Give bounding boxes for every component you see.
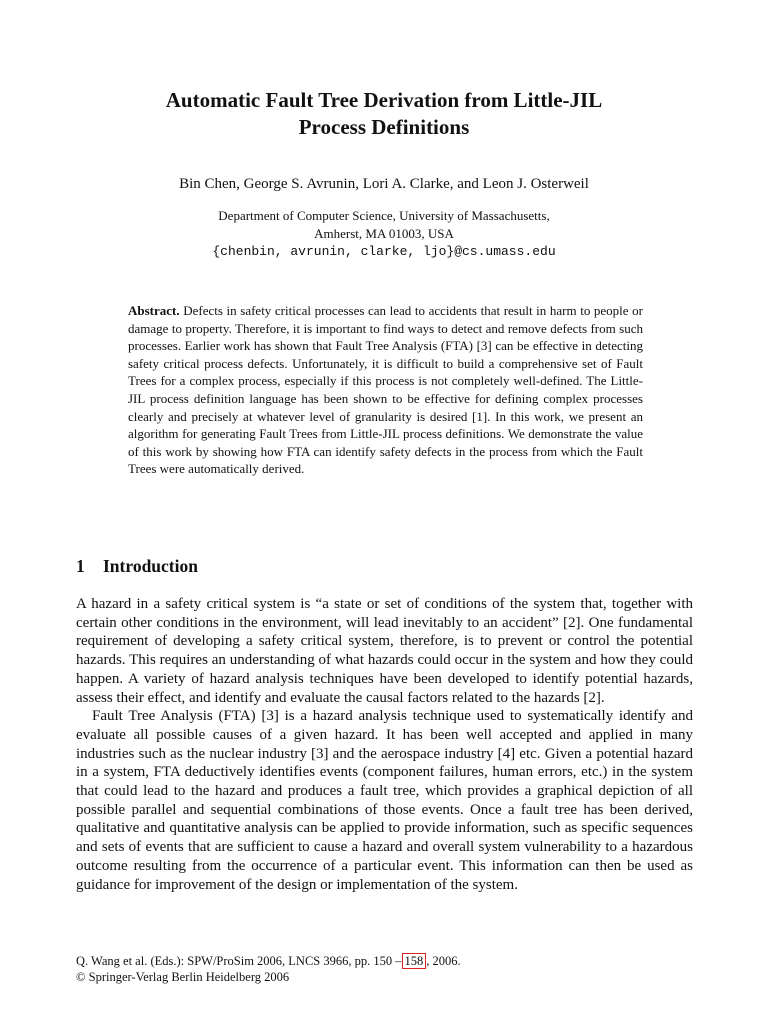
page-range-end-link[interactable]: 158	[402, 953, 427, 969]
affiliation	[60, 207, 708, 261]
title-line-1: Automatic Fault Tree Derivation from Little-JIL	[165, 88, 603, 112]
paragraph: Fault Tree Analysis (FTA) [3] is a hazard analysis technique used to systematically identify and evaluate all possible causes of a given hazard. It has been well accepted and applied in many industries such as the nuclear industry [3] and the aerospace industry [4] etc. Given a potential hazard in a system, FTA deductively identifies events (component failures, human errors, etc.) in the system that could lead to the hazard and produces a fault tree, which provides a graphical depiction of all possible parallel and sequential combinations of those events. Once a fault tree has been derived, qualitative and quantitative analysis can be applied to provide information, such as specific sequences and sets of events that are sufficient to cause a hazard and overall system vulnerability to a hazardous outcome resulting from the occurrence of a particular event. This information can then be used as guidance for improvement of the design or implementation of the system.	[76, 708, 693, 893]
section-heading	[76, 554, 198, 578]
section-title: Introduction	[103, 556, 198, 576]
copyright-line: © Springer-Verlag Berlin Heidelberg 2006	[76, 970, 290, 984]
abstract-label: Abstract.	[128, 303, 180, 318]
author-emails: {chenbin, avrunin, clarke, ljo}@cs.umass.edu	[212, 244, 556, 259]
paper-title	[60, 87, 708, 141]
citation-line	[76, 953, 461, 969]
abstract	[128, 302, 643, 478]
author-list: Bin Chen, George S. Avrunin, Lori A. Clarke, and Leon J. Osterweil	[179, 176, 589, 192]
affiliation-line-2: Amherst, MA 01003, USA	[314, 226, 454, 241]
page-footer	[76, 953, 461, 985]
title-line-2: Process Definitions	[298, 115, 470, 139]
affiliation-line-1: Department of Computer Science, University of Massachusetts,	[218, 208, 550, 223]
citation-text: Q. Wang et al. (Eds.): SPW/ProSim 2006, LNCS 3966, pp. 150 –	[76, 954, 402, 968]
section-body	[76, 595, 693, 894]
section-number: 1	[76, 556, 85, 576]
abstract-text: Defects in safety critical processes can lead to accidents that result in harm to people or damage to property. Therefore, it is important to find ways to detect and remove defects from such processes. Earlier work has shown that Fault Tree Analysis (FTA) [3] can be effective in detecting safety critical process defects. Unfortunately, it is difficult to build a comprehensive set of Fault Trees for a complex process, especially if this process is not completely well-defined. The Little-JIL process definition language has been shown to be effective for defining complex processes clearly and precisely at whatever level of granularity is desired [1]. In this work, we present an algorithm for generating Fault Trees from Little-JIL process definitions. We demonstrate the value of this work by showing how FTA can identify safety defects in the process from which the Fault Trees were automatically derived.	[128, 303, 643, 477]
citation-year: , 2006.	[426, 954, 461, 968]
paragraph: A hazard in a safety critical system is “a state or set of conditions of the system that, together with certain other conditions in the environment, will lead inevitably to an accident” [2]. One fundamental requirement of developing a safety critical system, therefore, is to prevent or control the potential hazards. This requires an understanding of what hazards could occur in the system and how they could happen. A variety of hazard analysis techniques have been developed to identify potential hazards, assess their effect, and identify and evaluate the causal factors related to the hazards [2].	[76, 596, 693, 706]
